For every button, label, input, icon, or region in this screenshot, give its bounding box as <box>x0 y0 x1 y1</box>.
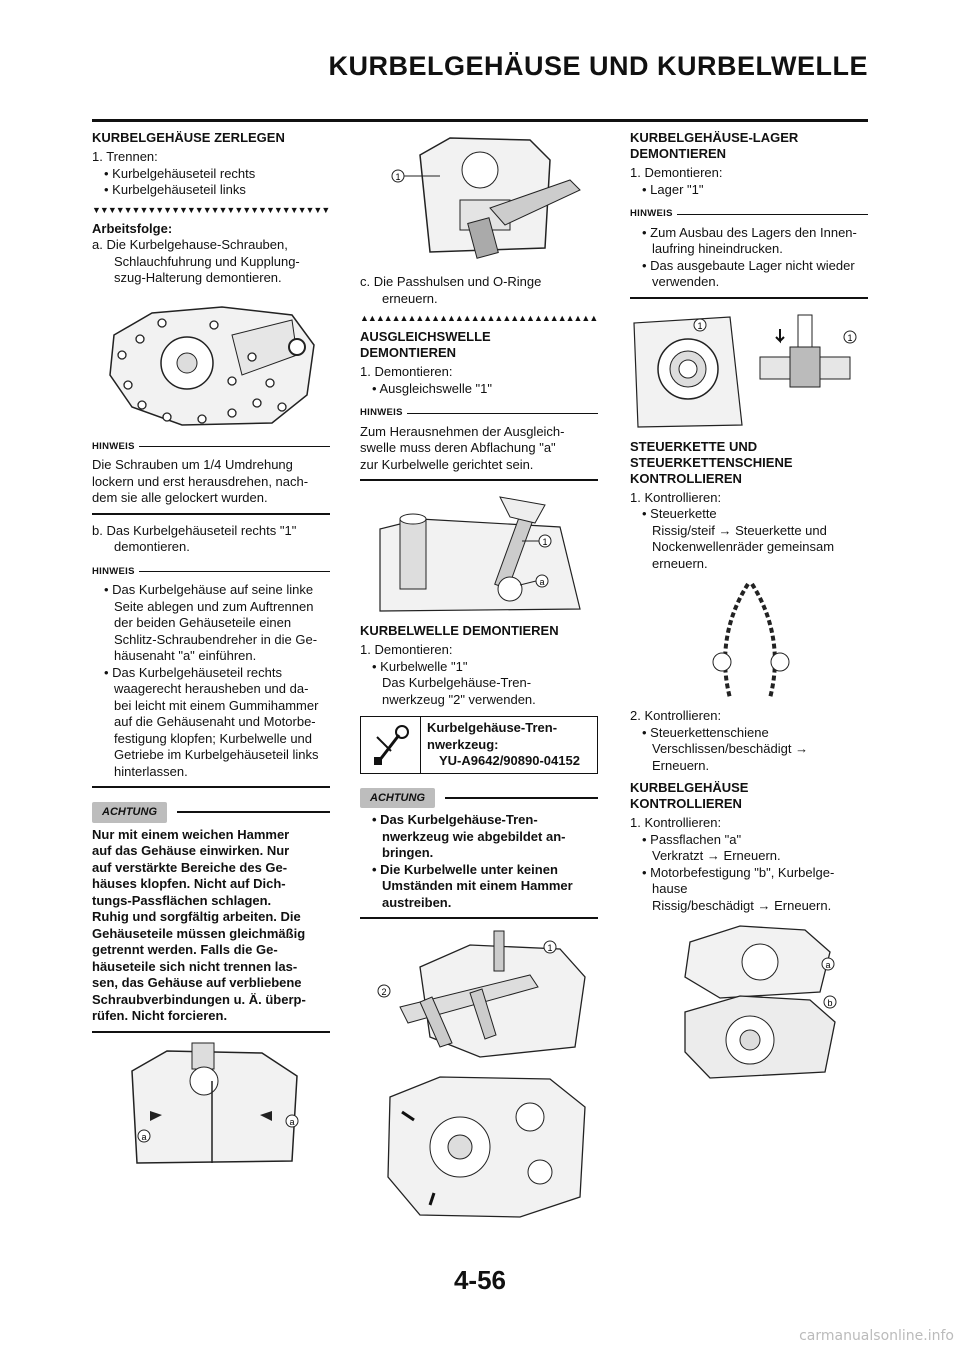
note-end-rule <box>92 513 330 515</box>
column-3 <box>630 130 868 1090</box>
list-item: • Passflachen "a" <box>630 832 868 849</box>
fig-label-1: 1 <box>547 943 553 953</box>
list-item: • Steuerkette <box>630 506 868 523</box>
step-text: 2. Kontrollieren: <box>630 708 722 723</box>
note-label: HINWEIS <box>360 407 403 418</box>
caution-header <box>360 788 598 809</box>
crankcase-bolts-figure <box>92 295 330 431</box>
list-item-detail: Verschlissen/beschädigt → <box>652 741 809 756</box>
tool-name: nwerkzeug: <box>427 736 499 752</box>
fig-label-2: 2 <box>381 987 387 997</box>
note-end-rule <box>630 297 868 299</box>
bearing-removal-figure <box>630 307 868 431</box>
procedure-start-marker: ▼▼▼▼▼▼▼▼▼▼▼▼▼▼▼▼▼▼▼▼▼▼▼▼▼▼▼▼▼▼ <box>92 204 330 215</box>
list-item-detail: Nockenwellenräder gemeinsam <box>652 539 835 554</box>
note-text: swelle muss deren Abflachung "a" <box>360 440 556 455</box>
note-header <box>360 405 598 422</box>
page-title: KURBELGEHÄUSE UND KURBELWELLE <box>328 51 868 81</box>
fig-label-a: a <box>289 1116 295 1127</box>
note-text: lockern und erst herausdrehen, nach- <box>92 473 309 489</box>
caution-text: Ruhig und sorgfältig arbeiten. Die <box>92 909 301 924</box>
caution-text: tungs-Passflächen schlagen. <box>92 892 272 908</box>
step-text: c. Die Passhulsen und O-Ringe <box>360 274 542 289</box>
note-text: waagerecht herausheben und da- <box>114 681 309 696</box>
step-text: 1. Demontieren: <box>360 364 453 379</box>
caution-text: auf verstärkte Bereiche des Ge- <box>92 859 288 875</box>
caution-badge: ACHTUNG <box>92 802 167 823</box>
step-text: b. Das Kurbelgehäuseteil rechts "1" <box>92 522 297 538</box>
fig-label-a: a <box>539 577 545 587</box>
note-label: HINWEIS <box>630 208 673 219</box>
crankcase-inspection-figure <box>630 922 868 1082</box>
section-heading: KURBELGEHÄUSE ZERLEGEN <box>92 130 285 145</box>
note-text: hinterlassen. <box>114 763 188 779</box>
note-text: festigung klopfen; Kurbelwelle und <box>114 730 313 746</box>
caution-text: • Das Kurbelgehäuse-Tren- <box>360 812 598 829</box>
note-text: Die Schrauben um 1/4 Umdrehung <box>92 457 293 472</box>
caution-end-rule <box>360 917 598 919</box>
tool-name: Kurbelgehäuse-Tren- <box>427 720 558 735</box>
section-heading: STEUERKETTE UND STEUERKETTENSCHIENE KONTROLLIEREN <box>630 438 793 486</box>
list-item: • Steuerkettenschiene <box>630 725 868 742</box>
crankcase-hammer-figure <box>360 130 598 266</box>
fig-label-a: a <box>825 960 831 970</box>
fig-label-1: 1 <box>697 320 703 331</box>
section-heading: AUSGLEICHSWELLE DEMONTIEREN <box>360 329 491 360</box>
fig-label-1: 1 <box>847 332 853 343</box>
caution-text: • Die Kurbelwelle unter keinen <box>360 862 598 879</box>
note-text: der beiden Gehäuseteile einen <box>114 615 292 630</box>
caution-text: Schraubverbindungen u. Ä. überp- <box>92 991 306 1007</box>
caution-text: häuses klopfen. Nicht auf Dich- <box>92 876 286 891</box>
caution-text: sen, das Gehäuse auf verbliebene <box>92 975 302 990</box>
tool-code: YU-A9642/90890-04152 <box>439 753 580 768</box>
note-text: zur Kurbelwelle gerichtet sein. <box>360 456 534 472</box>
list-item: • Motorbefestigung "b", Kurbelge- <box>630 865 868 882</box>
list-item: • Ausgleichswelle "1" <box>360 381 598 398</box>
note-header <box>92 439 330 456</box>
fig-label-a: a <box>141 1131 147 1142</box>
list-item: • Kurbelgehäuseteil links <box>92 182 330 199</box>
note-text: • Zum Ausbau des Lagers den Innen- <box>630 225 868 242</box>
step-text: a. Die Kurbelgehause-Schrauben, <box>92 237 288 252</box>
caution-badge: ACHTUNG <box>360 788 435 809</box>
note-text: • Das Kurbelgehäuse auf seine linke <box>92 582 330 599</box>
wrench-icon <box>361 717 421 773</box>
step-text: Schlauchfuhrung und Kupplung- <box>114 253 300 269</box>
list-item-detail: nwerkzeug "2" verwenden. <box>382 691 536 707</box>
note-text: Zum Herausnehmen der Ausgleich- <box>360 423 565 439</box>
caution-text: häuseteile sich nicht trennen las- <box>92 958 298 974</box>
list-item-detail: Erneuern. <box>652 757 710 773</box>
caution-text: nwerkzeug wie abgebildet an- <box>382 828 566 844</box>
fig-label-1: 1 <box>542 537 548 547</box>
crankcase-separating-tool-figure <box>360 927 598 1227</box>
caution-text: bringen. <box>382 845 434 860</box>
section-heading: KURBELGEHÄUSE-LAGER DEMONTIEREN <box>630 130 799 161</box>
note-header <box>630 206 868 223</box>
caution-text: auf das Gehäuse einwirken. Nur <box>92 843 290 858</box>
note-label: HINWEIS <box>92 565 135 577</box>
column-1 <box>92 130 330 1179</box>
list-item: • Kurbelwelle "1" <box>360 659 598 676</box>
note-text: Schlitz-Schraubendreher in die Ge- <box>114 631 318 647</box>
crankcase-seam-figure <box>92 1041 330 1171</box>
procedure-label: Arbeitsfolge: <box>92 220 173 236</box>
caution-text: Gehäuseteile müssen gleichmäßig <box>92 925 306 941</box>
column-2 <box>360 130 598 1235</box>
note-text: verwenden. <box>652 274 720 289</box>
fig-label-1: 1 <box>395 172 401 182</box>
caution-end-rule <box>92 1031 330 1033</box>
balancer-shaft-figure <box>360 489 598 615</box>
caution-text: Umständen mit einem Hammer <box>382 878 573 893</box>
note-text: laufring hineindrucken. <box>652 241 783 256</box>
step-text: erneuern. <box>382 290 438 306</box>
note-text: Getriebe im Kurbelgehäuseteil links <box>114 747 319 762</box>
section-heading: KURBELGEHÄUSE KONTROLLIEREN <box>630 780 749 811</box>
step-text: 1. Kontrollieren: <box>630 815 722 830</box>
step-text: 1. Kontrollieren: <box>630 489 722 505</box>
caution-text: rüfen. Nicht forcieren. <box>92 1008 228 1023</box>
note-text: bei leicht mit einem Gummihammer <box>114 697 319 713</box>
section-heading: KURBELWELLE DEMONTIEREN <box>360 623 559 638</box>
timing-chain-figure <box>630 580 868 700</box>
list-item-detail: Verkratzt → Erneuern. <box>652 848 781 863</box>
note-text: Seite ablegen und zum Auftrennen <box>114 598 314 614</box>
note-end-rule <box>92 786 330 788</box>
caution-header <box>92 802 330 823</box>
step-text: 1. Demontieren: <box>630 165 723 180</box>
title-rule <box>92 119 868 122</box>
note-label: HINWEIS <box>92 440 135 452</box>
caution-text: Nur mit einem weichen Hammer <box>92 826 290 842</box>
note-text: dem sie alle gelockert wurden. <box>92 490 268 505</box>
step-text: demontieren. <box>114 539 190 554</box>
note-end-rule <box>360 479 598 481</box>
caution-text: austreiben. <box>382 894 452 910</box>
step-text: 1. Demontieren: <box>360 642 453 657</box>
fig-label-b: b <box>827 998 833 1008</box>
list-item-detail: Rissig/beschädigt → Erneuern. <box>652 897 832 913</box>
special-tool-box <box>360 716 598 774</box>
note-text: • Das ausgebaute Lager nicht wieder <box>630 258 868 275</box>
watermark: carmanualsonline.info <box>799 1328 954 1344</box>
step-text: szug-Halterung demontieren. <box>114 270 282 285</box>
list-item-detail: erneuern. <box>652 555 708 571</box>
caution-text: getrennt werden. Falls die Ge- <box>92 942 278 957</box>
note-text: • Das Kurbelgehäuseteil rechts <box>92 665 330 682</box>
page-number: 4-56 <box>453 1265 507 1295</box>
list-item-detail: Das Kurbelgehäuse-Tren- <box>382 675 532 690</box>
step-text: 1. Trennen: <box>92 149 158 164</box>
procedure-end-marker: ▲▲▲▲▲▲▲▲▲▲▲▲▲▲▲▲▲▲▲▲▲▲▲▲▲▲▲▲▲▲ <box>360 313 598 323</box>
note-header <box>92 564 330 581</box>
note-text: auf die Gehäusenaht und Motorbe- <box>114 714 316 729</box>
list-item-detail: hause <box>652 881 688 896</box>
note-text: häusenaht "a" einführen. <box>114 648 257 663</box>
list-item: • Kurbelgehäuseteil rechts <box>92 166 330 183</box>
list-item: • Lager "1" <box>630 182 868 199</box>
list-item-detail: Rissig/steif → Steuerkette und <box>652 522 827 538</box>
